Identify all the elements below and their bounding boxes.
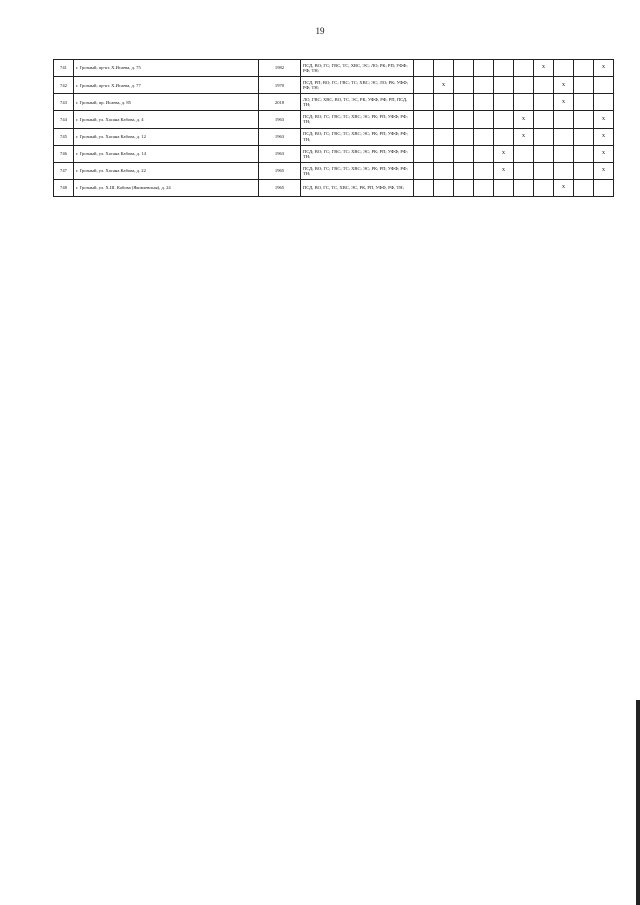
- work-cell: [414, 111, 434, 128]
- row-works: ПСД, ВО; ГС; ГВС, ТС, ХВС, ЭС; ЛО; РК; РП; УФФ; РФ; ТН;: [301, 60, 414, 77]
- row-works: ПСД; ВО; ГС; ГВС; ТС; ХВС; ЭС; РК; РП; УФФ; РФ; ТН;: [301, 111, 414, 128]
- row-year: 1965: [259, 162, 301, 179]
- row-number: 748: [54, 179, 74, 196]
- row-address: г. Грозный, ул. Хасана Кабова, д. 14: [74, 145, 259, 162]
- row-address: г. Грозный, пр-кт. Х.Исаева, д. 75: [74, 60, 259, 77]
- work-cell: [414, 179, 434, 196]
- work-cell: [514, 94, 534, 111]
- work-cell: [554, 145, 574, 162]
- work-cell: x: [554, 179, 574, 196]
- work-cell: [434, 60, 454, 77]
- table-row: [54, 162, 614, 179]
- table-row: [54, 94, 614, 111]
- row-year: 1963: [259, 128, 301, 145]
- work-cell: [574, 162, 594, 179]
- work-cell: x: [534, 60, 554, 77]
- work-cell: [434, 145, 454, 162]
- work-cell: x: [594, 60, 614, 77]
- row-works: ЛО, ГВС; ХВС, ВО, ТС, ЭС, РК, УФФ, РФ, РП, ПСД, ТН;: [301, 94, 414, 111]
- work-cell: [594, 94, 614, 111]
- building-table: [53, 59, 614, 197]
- work-cell: [574, 128, 594, 145]
- row-year: 1970: [259, 77, 301, 94]
- work-cell: [474, 111, 494, 128]
- work-cell: [514, 145, 534, 162]
- work-cell: [574, 145, 594, 162]
- row-address: г. Грозный, ул. Хасана Кабова, д. 4: [74, 111, 259, 128]
- work-cell: [554, 128, 574, 145]
- work-cell: [534, 111, 554, 128]
- work-cell: [414, 94, 434, 111]
- work-cell: [454, 77, 474, 94]
- work-cell: [514, 60, 534, 77]
- work-cell: [574, 60, 594, 77]
- row-works: ПСД; ВО; ГС; ГВС; ТС; ХВС; ЭС; РК; РП; УФФ; РФ; ТН;: [301, 128, 414, 145]
- row-number: 743: [54, 94, 74, 111]
- work-cell: [494, 77, 514, 94]
- work-cell: [514, 162, 534, 179]
- row-address: г. Грозный, пр. Исаева, д. 85: [74, 94, 259, 111]
- work-cell: [574, 94, 594, 111]
- work-cell: [554, 111, 574, 128]
- work-cell: [474, 60, 494, 77]
- work-cell: x: [434, 77, 454, 94]
- work-cell: [474, 145, 494, 162]
- work-cell: [594, 77, 614, 94]
- work-cell: [534, 145, 554, 162]
- work-cell: [474, 162, 494, 179]
- row-number: 741: [54, 60, 74, 77]
- work-cell: [534, 162, 554, 179]
- row-number: 747: [54, 162, 74, 179]
- row-number: 746: [54, 145, 74, 162]
- row-number: 745: [54, 128, 74, 145]
- work-cell: [494, 128, 514, 145]
- work-cell: [434, 111, 454, 128]
- work-cell: [414, 162, 434, 179]
- work-cell: [594, 179, 614, 196]
- work-cell: [534, 94, 554, 111]
- work-cell: x: [554, 77, 574, 94]
- work-cell: [434, 179, 454, 196]
- work-cell: [434, 128, 454, 145]
- row-number: 744: [54, 111, 74, 128]
- work-cell: [494, 60, 514, 77]
- work-cell: [474, 179, 494, 196]
- row-year: 1982: [259, 60, 301, 77]
- row-year: 1963: [259, 111, 301, 128]
- row-year: 2018: [259, 94, 301, 111]
- work-cell: [434, 162, 454, 179]
- row-number: 742: [54, 77, 74, 94]
- work-cell: [494, 94, 514, 111]
- work-cell: [474, 128, 494, 145]
- work-cell: [454, 94, 474, 111]
- work-cell: [474, 77, 494, 94]
- work-cell: [414, 60, 434, 77]
- work-cell: [454, 145, 474, 162]
- work-cell: [574, 111, 594, 128]
- table-row: [54, 128, 614, 145]
- work-cell: [454, 111, 474, 128]
- work-cell: x: [594, 162, 614, 179]
- work-cell: [534, 128, 554, 145]
- row-address: г. Грозный, ул. Х.Ш. Кабова (Яковлевская), д. 24: [74, 179, 259, 196]
- work-cell: x: [594, 128, 614, 145]
- work-cell: [454, 162, 474, 179]
- work-cell: [414, 77, 434, 94]
- table-row: [54, 111, 614, 128]
- work-cell: [514, 179, 534, 196]
- work-cell: x: [494, 145, 514, 162]
- table-row: [54, 77, 614, 94]
- work-cell: x: [494, 162, 514, 179]
- work-cell: [574, 77, 594, 94]
- work-cell: [554, 162, 574, 179]
- work-cell: x: [514, 128, 534, 145]
- row-year: 1963: [259, 145, 301, 162]
- work-cell: [494, 111, 514, 128]
- work-cell: [534, 179, 554, 196]
- scan-edge-mark: [636, 700, 640, 905]
- page-number: 19: [315, 26, 325, 36]
- table-row: [54, 60, 614, 77]
- work-cell: [454, 128, 474, 145]
- work-cell: [574, 179, 594, 196]
- row-works: ПСД, ВО, ГС, ТС, ХВС, ЭС, РК, РП, УФФ, РФ, ТН;: [301, 179, 414, 196]
- row-address: г. Грозный, ул. Хасана Кабова, д. 12: [74, 128, 259, 145]
- row-address: г. Грозный, пр-кт. Х.Исаева, д. 77: [74, 77, 259, 94]
- row-address: г. Грозный, ул. Хасана Кабова, д. 22: [74, 162, 259, 179]
- work-cell: [414, 128, 434, 145]
- work-cell: [474, 94, 494, 111]
- work-cell: [514, 77, 534, 94]
- table-row: [54, 179, 614, 196]
- work-cell: x: [594, 145, 614, 162]
- work-cell: [454, 179, 474, 196]
- row-works: ПСД; ВО; ГС; ГВС; ТС; ХВС; ЭС; РК; РП; УФФ; РФ; ТН;: [301, 145, 414, 162]
- work-cell: x: [514, 111, 534, 128]
- work-cell: [534, 77, 554, 94]
- work-cell: [554, 60, 574, 77]
- row-year: 1965: [259, 179, 301, 196]
- work-cell: x: [554, 94, 574, 111]
- work-cell: [434, 94, 454, 111]
- row-works: ПСД, РП; ВО; ГС; ГВС; ТС; ХВС; ЭС; ЛО; РК; УФФ; РФ; ТН;: [301, 77, 414, 94]
- work-cell: [414, 145, 434, 162]
- work-cell: x: [594, 111, 614, 128]
- table-row: [54, 145, 614, 162]
- row-works: ПСД; ВО; ГС; ГВС; ТС; ХВС; ЭС; РК; РП; УФФ; РФ; ТН;: [301, 162, 414, 179]
- work-cell: [454, 60, 474, 77]
- work-cell: [494, 179, 514, 196]
